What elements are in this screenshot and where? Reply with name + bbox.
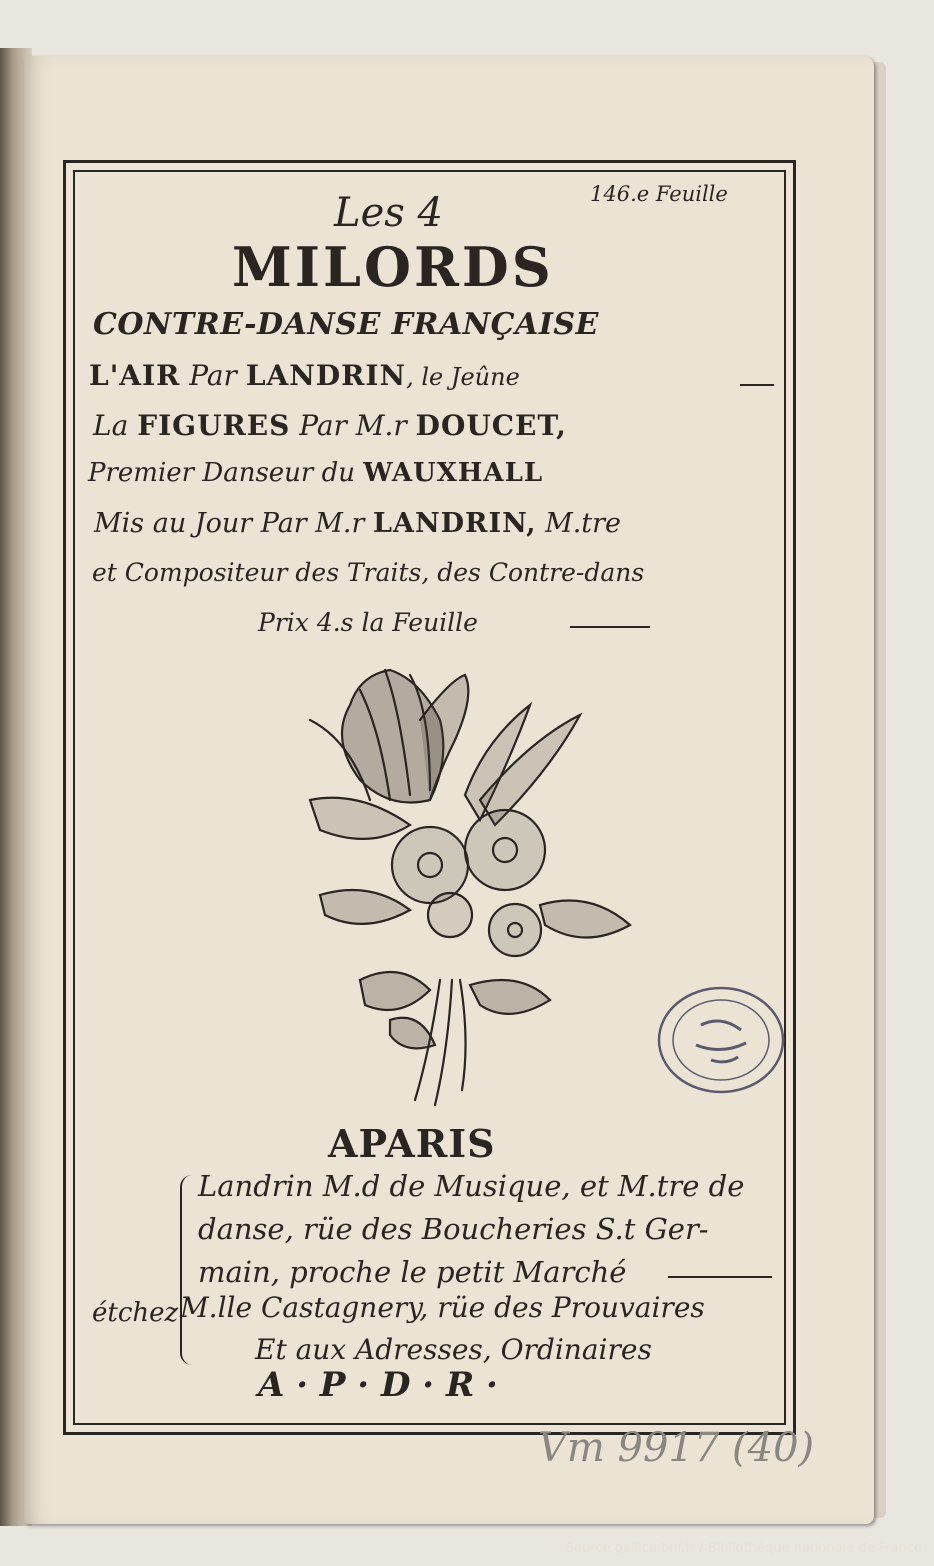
price-line: Prix 4.s la Feuille [258, 608, 478, 637]
published-title: M.tre [545, 508, 622, 539]
flower-bouquet-illustration [290, 650, 640, 1120]
figures-name: DOUCET, [415, 409, 567, 442]
air-line [89, 359, 520, 392]
city: APARIS [328, 1121, 496, 1166]
title-top: Les 4 [334, 190, 443, 236]
page-fore-edge [872, 62, 886, 1518]
address-line-3: main, proche le petit Marché [198, 1255, 627, 1289]
address-line-2: danse, rüe des Boucheries S.t Ger- [198, 1212, 709, 1246]
published-line [94, 510, 621, 537]
dancer-place: WAUXHALL [363, 458, 544, 488]
air-rule [740, 384, 774, 386]
composer-line: et Compositeur des Traits, des Contre-dans [92, 558, 645, 587]
address-line-1: Landrin M.d de Musique, et M.tre de [198, 1169, 745, 1203]
air-prefix: L'AIR [89, 359, 181, 392]
figures-par: Par M.r [299, 409, 407, 442]
figures-line [93, 409, 567, 442]
address-line-4: M.lle Castagnery, rüe des Prouvaires [180, 1291, 705, 1324]
published-name: LANDRIN, [373, 508, 537, 539]
price-rule [570, 626, 650, 628]
published-text: Mis au Jour Par M.r [94, 508, 365, 539]
sheet-number: 146.e Feuille [590, 182, 728, 206]
figures-word: FIGURES [137, 409, 291, 442]
air-name: LANDRIN [245, 359, 407, 392]
address-rule [668, 1276, 772, 1278]
etchez-label: étchez [92, 1298, 179, 1328]
air-suffix: , le Jeûne [406, 363, 520, 391]
air-par: Par [189, 359, 237, 392]
subtitle: CONTRE-DANSE FRANÇAISE [93, 307, 599, 342]
title-main: MILORDS [232, 235, 554, 299]
privilege-mark: A · P · D · R · [258, 1365, 498, 1405]
address-brace [180, 1175, 196, 1365]
address-line-5: Et aux Adresses, Ordinaires [255, 1333, 652, 1366]
figures-prefix: La [93, 409, 129, 442]
dancer-text: Premier Danseur du [88, 458, 356, 488]
library-stamp [656, 985, 786, 1095]
shelfmark: Vm 9917 (40) [538, 1425, 815, 1471]
dancer-line [88, 460, 543, 486]
source-footer: Source gallica.bnf.fr / Bibliothèque nationale de France [565, 1541, 922, 1556]
